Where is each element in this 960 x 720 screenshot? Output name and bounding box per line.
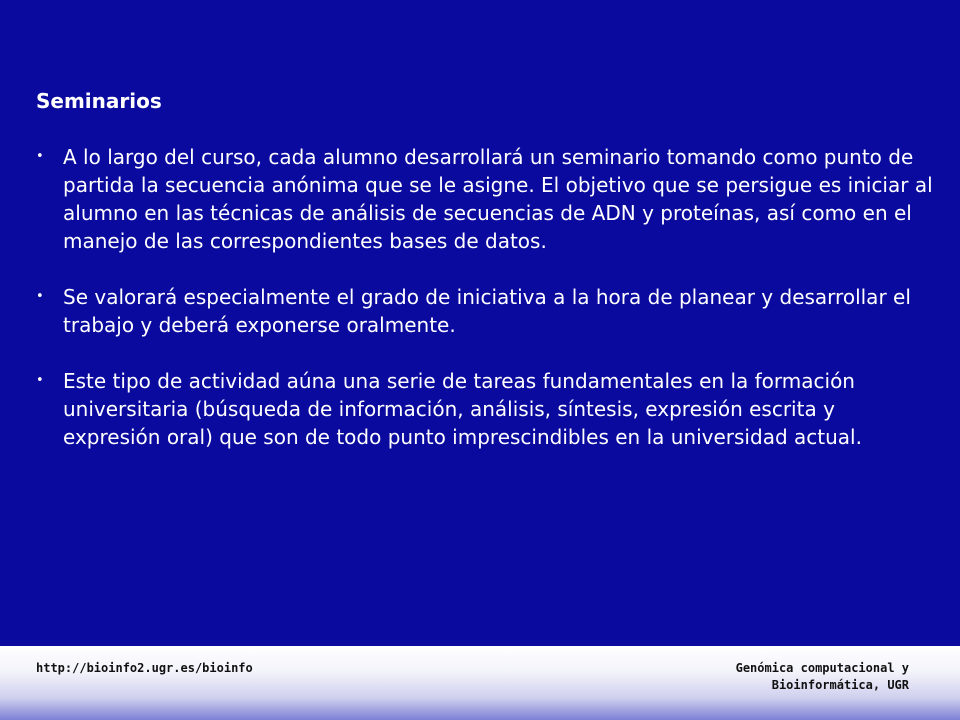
footer-course-title <box>736 660 909 694</box>
bullet-item <box>36 283 936 339</box>
footer-course-line-1: Genómica computacional y <box>735 661 909 675</box>
footer-bar <box>0 646 960 720</box>
bullet-text: Este tipo de actividad aúna una serie de tareas fundamentales en la formación universitaria (búsqueda de información, análisis, síntesis, expresión escrita y expresión oral) que son de todo punto imprescindibles en la universidad actual. <box>63 369 862 449</box>
bullet-icon: • <box>36 373 44 388</box>
bullet-item <box>36 143 936 255</box>
bullet-icon: • <box>36 289 44 304</box>
footer-url: http://bioinfo2.ugr.es/bioinfo <box>36 661 253 675</box>
slide-title: Seminarios <box>36 89 162 113</box>
bullet-list <box>36 143 936 479</box>
footer-course-line-2: Bioinformática, UGR <box>771 678 909 692</box>
bullet-icon: • <box>36 149 44 164</box>
bullet-text: A lo largo del curso, cada alumno desarrollará un seminario tomando como punto de partida la secuencia anónima que se le asigne. El objetivo que se persigue es iniciar al alumno en las técnicas de análisis de secuencias de ADN y proteínas, así como en el manejo de las correspondientes bases de datos. <box>63 145 933 253</box>
bullet-item <box>36 367 936 451</box>
bullet-text: Se valorará especialmente el grado de iniciativa a la hora de planear y desarrollar el trabajo y deberá exponerse oralmente. <box>63 285 911 337</box>
